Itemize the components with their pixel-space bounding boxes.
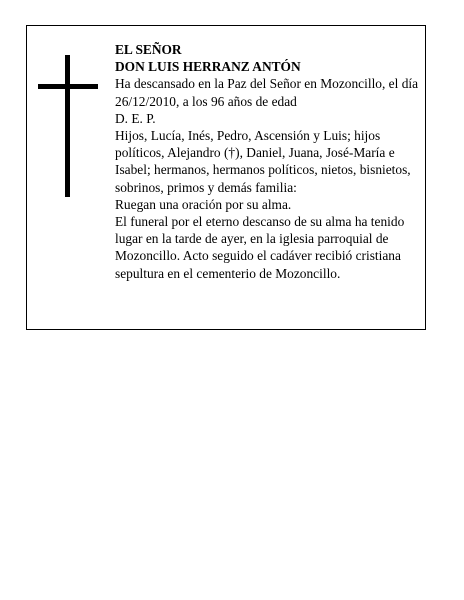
funeral-details: El funeral por el eterno descanso de su alma ha tenido lugar en la tarde de ayer, en la iglesia parroquial de Mozoncillo. Acto seguido el cadáver recibió cristiana sepultura en el cementerio de Mozoncillo.	[115, 214, 405, 281]
family-members: Hijos, Lucía, Inés, Pedro, Ascensión y Luis; hijos políticos, Alejandro (†), Daniel, Juana, José-María e Isabel; hermanos, hermanos políticos, nietos, bisnietos, sobrinos, primos y demás familia:	[115, 128, 411, 195]
cross-horizontal-bar	[38, 84, 98, 89]
prayer-request: Ruegan una oración por su alma.	[115, 196, 292, 212]
cross-vertical-bar	[65, 55, 70, 197]
cross-icon	[38, 55, 98, 197]
death-statement: Ha descansado en la Paz del Señor en Mozoncillo, el día 26/12/2010, a los 96 años de edad	[115, 76, 419, 109]
rip-line: D. E. P.	[115, 110, 156, 126]
obituary-notice	[26, 25, 426, 330]
notice-text	[115, 41, 421, 282]
deceased-name: DON LUIS HERRANZ ANTÓN	[115, 59, 301, 75]
notice-title-line-1: EL SEÑOR	[115, 42, 182, 57]
